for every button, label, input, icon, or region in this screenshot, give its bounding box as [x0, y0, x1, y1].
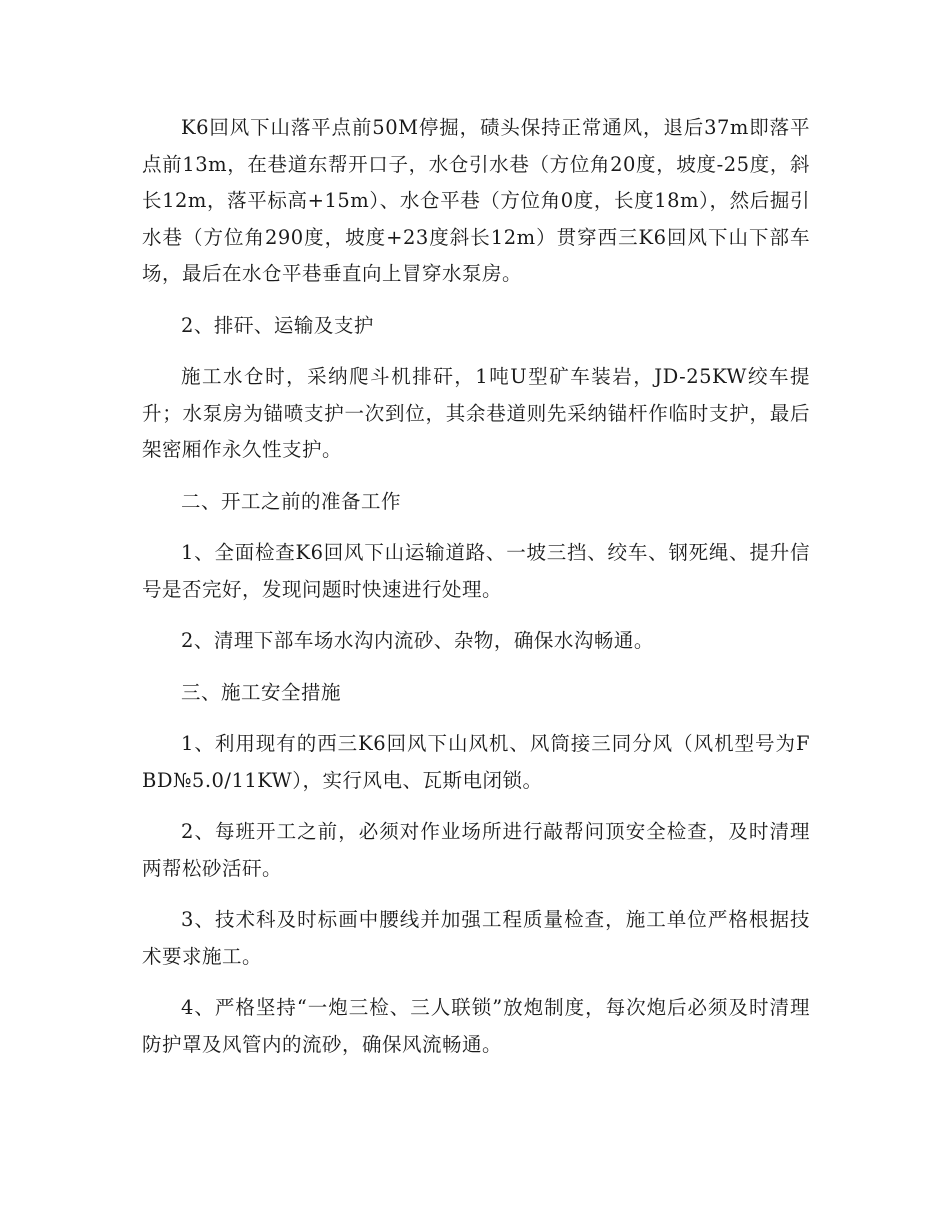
paragraph-preparation-1: 1、全面检查K6回风下山运输道路、一坡三挡、绞车、钢死绳、提升信号是否完好，发现问题时快速进行处理。	[142, 541, 810, 601]
paragraph-preparation-2: 2、清理下部车场水沟内流砂、杂物，确保水沟畅通。	[181, 629, 654, 652]
section-heading-safety-measures: 三、施工安全措施	[181, 680, 342, 704]
paragraph-safety-1: 1、利用现有的西三K6回风下山风机、风筒接三同分风（风机型号为FBD№5.0/11KW），实行风电、瓦斯电闭锁。	[142, 732, 810, 792]
section-heading-preparation: 二、开工之前的准备工作	[181, 489, 402, 513]
paragraph-safety-4: 4、严格坚持“一炮三检、三人联锁”放炮制度，每次炮后必须及时清理防护罩及风管内的流砂，确保风流畅通。	[142, 996, 810, 1056]
paragraph-excavation-plan: K6回风下山落平点前50M停掘，碛头保持正常通风，退后37m即落平点前13m，在巷道东帮开口子，水仓引水巷（方位角20度，坡度-25度，斜长12m，落平标高+15m）、水仓平巷（方位角0度，长度18m），然后掘引水巷（方位角290度，坡度+23度斜长12m）贯穿西三K6回风下山下部车场，最后在水仓平巷垂直向上冒穿水泵房。	[142, 116, 810, 285]
document-page	[142, 110, 810, 1078]
section-heading-mucking-transport-support: 2、排矸、运输及支护	[181, 313, 374, 337]
paragraph-mucking-transport-support: 施工水仓时，采纳爬斗机排矸，1吨U型矿车装岩，JD-25KW绞车提升；水泵房为锚喷支护一次到位，其余巷道则先采纳锚杆作临时支护，最后架密厢作永久性支护。	[142, 365, 810, 461]
paragraph-safety-3: 3、技术科及时标画中腰线并加强工程质量检查，施工单位严格根据技术要求施工。	[142, 908, 810, 968]
paragraph-safety-2: 2、每班开工之前，必须对作业场所进行敲帮问顶安全检查，及时清理两帮松砂活矸。	[142, 820, 810, 880]
